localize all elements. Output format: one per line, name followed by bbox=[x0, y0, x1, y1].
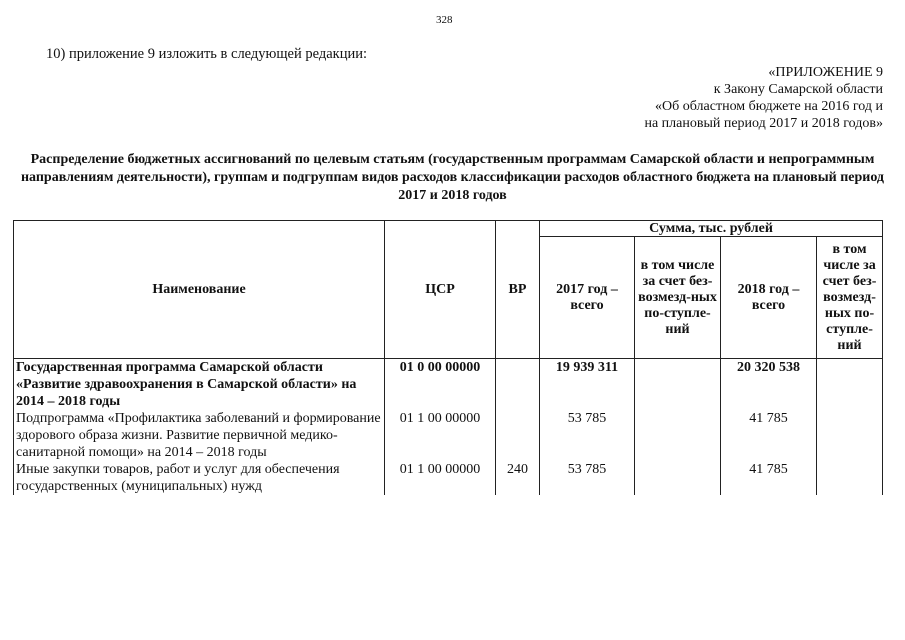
header-name: Наименование bbox=[14, 221, 385, 359]
row-2017-free bbox=[635, 410, 721, 461]
appendix-line: «Об областном бюджете на 2016 год и bbox=[655, 99, 883, 114]
row-name: Подпрограмма «Профилактика заболеваний и формирование здорового образа жизни. Развитие первичной медико-санитарной помощи» на 2014 – 2018 годы bbox=[14, 410, 385, 461]
row-2017-total: 53 785 bbox=[540, 461, 635, 495]
table-row bbox=[14, 410, 883, 461]
row-csr: 01 1 00 00000 bbox=[385, 410, 496, 461]
header-sum: Сумма, тыс. рублей bbox=[540, 221, 883, 237]
row-vr bbox=[496, 359, 540, 411]
header-2018-total: 2018 год – всего bbox=[721, 237, 817, 359]
table-row bbox=[14, 461, 883, 495]
appendix-line: на плановый период 2017 и 2018 годов» bbox=[644, 116, 883, 131]
row-2017-free bbox=[635, 461, 721, 495]
header-2018-free: в том числе за счет без-возмезд-ных по-ступле-ний bbox=[817, 237, 883, 359]
row-vr: 240 bbox=[496, 461, 540, 495]
row-2017-total: 19 939 311 bbox=[540, 359, 635, 411]
row-2017-total: 53 785 bbox=[540, 410, 635, 461]
intro-text: 10) приложение 9 изложить в следующей редакции: bbox=[46, 46, 368, 62]
row-2017-free bbox=[635, 359, 721, 411]
row-2018-free bbox=[817, 461, 883, 495]
row-vr bbox=[496, 410, 540, 461]
row-2018-total: 41 785 bbox=[721, 410, 817, 461]
table-header-row bbox=[14, 221, 883, 237]
row-2018-total: 41 785 bbox=[721, 461, 817, 495]
row-csr: 01 1 00 00000 bbox=[385, 461, 496, 495]
header-csr: ЦСР bbox=[385, 221, 496, 359]
row-2018-free bbox=[817, 410, 883, 461]
budget-table bbox=[13, 220, 883, 495]
row-2018-total: 20 320 538 bbox=[721, 359, 817, 411]
appendix-header bbox=[644, 64, 883, 132]
header-vr: ВР bbox=[496, 221, 540, 359]
appendix-line: к Закону Самарской области bbox=[713, 82, 883, 97]
header-2017-total: 2017 год – всего bbox=[540, 237, 635, 359]
row-name: Государственная программа Самарской области «Развитие здравоохранения в Самарской области» на 2014 – 2018 годы bbox=[14, 359, 385, 411]
appendix-line: «ПРИЛОЖЕНИЕ 9 bbox=[768, 65, 883, 80]
row-name: Иные закупки товаров, работ и услуг для обеспечения государственных (муниципальных) нужд bbox=[14, 461, 385, 495]
document-title: Распределение бюджетных ассигнований по целевым статьям (государственным программам Самарской области и непрограммным направлениям деятельности), группам и подгруппам видов расходов классификации расходов областного бюджета на плановый период 2017 и 2018 годов bbox=[20, 152, 885, 203]
row-csr: 01 0 00 00000 bbox=[385, 359, 496, 411]
table-row bbox=[14, 359, 883, 411]
row-2018-free bbox=[817, 359, 883, 411]
header-2017-free: в том числе за счет без-возмезд-ных по-ступле-ний bbox=[635, 237, 721, 359]
page-number: 328 bbox=[436, 14, 453, 26]
